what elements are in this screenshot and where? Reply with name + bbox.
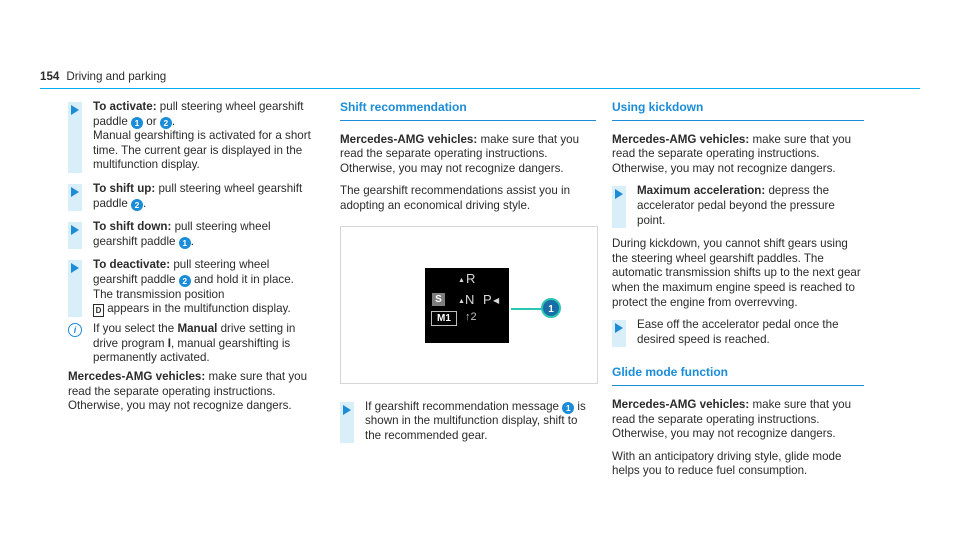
warning-label: Mercedes-AMG vehicles: — [340, 132, 478, 146]
step-text: Ease off the accelerator pedal once the desired speed is reached. — [637, 318, 839, 346]
step-text: pull steering wheel gearshift paddle — [93, 220, 271, 248]
shift-recommendation-indicator: ↑2 — [465, 310, 477, 323]
callout-1-marker: 1 — [541, 298, 561, 318]
step-arrow-icon — [340, 402, 354, 444]
gear-d-icon: D — [93, 304, 104, 317]
warning-label: Mercedes-AMG vehicles: — [612, 397, 750, 411]
section-title-glide-mode: Glide mode function — [612, 365, 864, 386]
section-title-shift-recommendation: Shift recommendation — [340, 100, 596, 121]
step-text: depress the accelerator pedal beyond the pressure point. — [637, 184, 835, 227]
up-arrow-icon: ▲ — [458, 276, 465, 284]
step-text: If gearshift recommendation message — [365, 399, 563, 413]
step-label: To shift down: — [93, 220, 172, 234]
paddle-1-marker: 1 — [131, 117, 143, 129]
column-2 — [340, 100, 596, 452]
step-text: pull steering wheel gearshift paddle — [93, 258, 270, 286]
warning-label: Mercedes-AMG vehicles: — [612, 132, 750, 146]
paddle-2-marker: 2 — [131, 199, 143, 211]
note-bold: I — [167, 336, 171, 350]
warning-text: make sure that you read the separate operating instructions. Otherwise, you may not recognize dangers. — [612, 397, 852, 441]
info-icon: i — [68, 323, 82, 337]
sport-mode-badge: S — [432, 293, 445, 306]
step-activate — [68, 100, 316, 173]
amg-warning — [68, 370, 316, 414]
note-text: If you select the — [93, 322, 178, 336]
left-arrow-icon: ◀ — [493, 295, 500, 305]
step-detail: Manual gearshifting is activated for a short time. The current gear is displayed in the multifunction display. — [93, 129, 311, 172]
step-shift-up — [68, 182, 316, 211]
step-detail: appears in the multifunction display. — [104, 302, 291, 316]
step-text: or — [143, 114, 160, 128]
header-divider — [40, 88, 920, 89]
step-text: . — [143, 196, 147, 210]
paddle-2-marker: 2 — [179, 275, 191, 287]
message-1-marker: 1 — [562, 402, 574, 414]
step-label: To shift up: — [93, 181, 156, 195]
step-detail: The transmission position — [93, 287, 225, 301]
step-arrow-icon — [612, 320, 626, 347]
paragraph: With an anticipatory driving style, glide mode helps you to reduce fuel consumption. — [612, 449, 842, 478]
step-deactivate — [68, 258, 316, 317]
display-illustration — [340, 226, 598, 384]
amg-warning — [612, 398, 864, 442]
paragraph: The gearshift recommendations assist you in adopting an economical driving style. — [340, 184, 571, 212]
page-section-title: Driving and parking — [66, 70, 167, 83]
step-text: pull steering wheel gearshift paddle — [93, 181, 303, 210]
step-arrow-icon — [68, 184, 82, 211]
warning-text: make sure that you read the separate operating instructions. Otherwise, you may not recognize dangers. — [68, 369, 308, 413]
multifunction-display — [425, 268, 509, 343]
paddle-1-marker: 1 — [179, 237, 191, 249]
step-text: . — [190, 234, 194, 248]
step-text: and hold it in place. — [190, 272, 294, 286]
gear-r: R — [466, 270, 476, 286]
note-bold: Manual — [177, 322, 218, 336]
step-label: Maximum acceleration: — [637, 184, 766, 198]
paragraph: During kickdown, you cannot shift gears using the steering wheel gearshift paddles. The automatic transmission shifts up to the next gear when the maximum engine speed is reached to protect the engine from overrevving. — [612, 237, 861, 309]
page-number: 154 — [40, 70, 60, 83]
note-text: drive setting in drive program — [93, 322, 296, 350]
step-shift-recommendation — [340, 400, 596, 444]
section-title-kickdown: Using kickdown — [612, 100, 864, 121]
gear-p: P — [483, 291, 492, 307]
info-note — [68, 322, 316, 366]
manual-gear-indicator: M1 — [431, 311, 457, 326]
amg-warning — [340, 133, 596, 177]
step-text: . — [171, 114, 176, 128]
step-shift-down — [68, 220, 316, 249]
column-3 — [612, 100, 864, 487]
warning-text: make sure that you read the separate operating instructions. Otherwise, you may not recognize dangers. — [340, 132, 580, 175]
step-arrow-icon — [68, 260, 82, 317]
page-header — [40, 70, 166, 85]
step-arrow-icon — [68, 222, 82, 249]
note-text: , manual gearshifting is permanently activated. — [93, 336, 291, 365]
warning-text: make sure that you read the separate operating instructions. Otherwise, you may not recognize dangers. — [612, 132, 852, 175]
step-arrow-icon — [68, 102, 82, 173]
column-1 — [68, 100, 316, 422]
gear-n: N — [465, 291, 475, 307]
step-arrow-icon — [612, 186, 626, 228]
paddle-2-marker: 2 — [160, 117, 172, 129]
amg-warning — [612, 133, 864, 177]
step-text: is shown in the multifunction display, shift to the recommended gear. — [365, 399, 586, 442]
step-label: To activate: — [93, 100, 157, 113]
warning-label: Mercedes-AMG vehicles: — [68, 369, 206, 383]
step-label: To deactivate: — [93, 258, 171, 272]
step-max-acceleration — [612, 184, 864, 228]
step-text: pull steering wheel gearshift paddle — [93, 100, 304, 128]
up-arrow-icon: ▲ — [458, 297, 465, 305]
step-ease-off — [612, 318, 864, 347]
